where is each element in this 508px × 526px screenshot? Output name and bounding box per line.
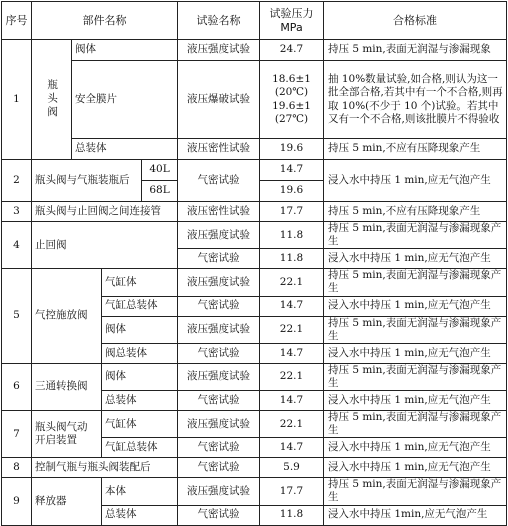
pass-standard: 浸入水中持压 1 min,应无气泡产生	[324, 458, 507, 478]
pass-standard: 浸入水中持压 1 min,应无气泡产生	[324, 391, 507, 411]
test-pressure: 22.1	[260, 411, 324, 438]
part-name: 气缸总装体	[102, 296, 178, 316]
row-number: 6	[2, 363, 32, 410]
table-row	[2, 40, 507, 61]
pass-standard: 浸入水中持压 1 min,应无气泡产生	[324, 296, 507, 316]
pass-standard: 持压 5 min,表面无润湿与渗漏现象产生	[324, 363, 507, 390]
part-name: 瓶头阀与止回阀之间连接管	[32, 202, 178, 222]
part-name: 阀体	[72, 40, 178, 61]
test-pressure: 14.7	[260, 160, 324, 181]
test-pressure: 11.8	[260, 222, 324, 249]
pass-standard: 抽 10%数量试验,如合格,则认为这一批全部合格,若其中有一个不合格,则再取 10%(不少于 10 个)试验。若其中又有一个不合格,则该批膜片不得验收	[324, 61, 507, 139]
row-number: 8	[2, 458, 32, 478]
table-row	[2, 139, 507, 160]
table-row	[2, 411, 507, 438]
row-number: 7	[2, 411, 32, 458]
part-name: 瓶头阀与气瓶装瓶后	[32, 160, 142, 202]
pass-standard: 持压 5 min,不应有压降现象产生	[324, 139, 507, 160]
test-name: 液压密性试验	[178, 139, 260, 160]
test-pressure-table	[1, 1, 507, 526]
part-name: 止回阀	[32, 222, 178, 269]
table-row	[2, 478, 507, 505]
row-number: 4	[2, 222, 32, 269]
part-name: 本体	[102, 478, 178, 505]
row-number: 2	[2, 160, 32, 202]
sub-spec: 40L	[142, 160, 178, 181]
part-name: 安全膜片	[72, 61, 178, 139]
header-pressure: 试验压力 MPa	[260, 2, 324, 40]
test-pressure: 22.1	[260, 316, 324, 343]
group-label: 三通转换阀	[32, 363, 102, 410]
test-name: 气密试验	[178, 391, 260, 411]
pass-standard: 持压 5 min,表面无润湿与渗漏现象产生	[324, 222, 507, 249]
test-pressure: 11.8	[260, 249, 324, 269]
part-name: 气缸体	[102, 411, 178, 438]
test-pressure: 5.9	[260, 458, 324, 478]
group-label: 气控施放阀	[32, 269, 102, 364]
part-name: 气缸总装体	[102, 438, 178, 458]
test-pressure: 19.6	[260, 181, 324, 202]
part-name: 总装体	[102, 391, 178, 411]
sub-spec: 68L	[142, 181, 178, 202]
test-pressure: 17.7	[260, 478, 324, 505]
test-name: 气密试验	[178, 438, 260, 458]
test-name: 液压爆破试验	[178, 61, 260, 139]
test-pressure: 11.8	[260, 505, 324, 525]
test-name: 液压强度试验	[178, 316, 260, 343]
row-number: 1	[2, 40, 32, 160]
test-name: 气密试验	[178, 249, 260, 269]
part-name: 控制气瓶与瓶头阀装配后	[32, 458, 178, 478]
header-test: 试验名称	[178, 2, 260, 40]
test-pressure: 18.6±1 (20℃) 19.6±1 (27℃)	[260, 61, 324, 139]
part-name: 总装体	[72, 139, 178, 160]
test-name: 气密试验	[178, 343, 260, 363]
table-row	[2, 363, 507, 390]
test-name: 液压强度试验	[178, 478, 260, 505]
pass-standard: 持压 5 min,表面无润湿与渗漏现象产生	[324, 411, 507, 438]
group-label: 瓶头阀	[32, 40, 72, 160]
pass-standard: 浸入水中持压 1min,应无气泡产生	[324, 505, 507, 525]
test-name: 液压密性试验	[178, 202, 260, 222]
test-pressure: 24.7	[260, 40, 324, 61]
test-pressure: 22.1	[260, 363, 324, 390]
pass-standard: 持压 5 min,表面无润湿与渗漏现象产生	[324, 269, 507, 296]
test-pressure: 14.7	[260, 296, 324, 316]
test-name: 液压强度试验	[178, 363, 260, 390]
header-part: 部件名称	[32, 2, 178, 40]
test-name: 液压强度试验	[178, 40, 260, 61]
table-row	[2, 458, 507, 478]
header-row	[2, 2, 507, 40]
pass-standard: 浸入水中持压 1 min,应无气泡产生	[324, 249, 507, 269]
test-pressure: 22.1	[260, 269, 324, 296]
row-number: 3	[2, 202, 32, 222]
part-name: 阀体	[102, 363, 178, 390]
pass-standard: 持压 5 min,不应有压降现象产生	[324, 202, 507, 222]
test-pressure: 14.7	[260, 391, 324, 411]
part-name: 总装体	[102, 505, 178, 525]
pass-standard: 浸入水中持压 1 min,应无气泡产生	[324, 343, 507, 363]
group-label: 释放器	[32, 478, 102, 525]
test-name: 气密试验	[178, 160, 260, 202]
test-pressure: 14.7	[260, 438, 324, 458]
pass-standard: 浸入水中持压 1 min,应无气泡产生	[324, 160, 507, 202]
header-no: 序号	[2, 2, 32, 40]
row-number: 5	[2, 269, 32, 364]
part-name: 气缸体	[102, 269, 178, 296]
group-label: 瓶头阀气动 开启装置	[32, 411, 102, 458]
table-row	[2, 222, 507, 249]
table-row	[2, 202, 507, 222]
test-name: 液压强度试验	[178, 269, 260, 296]
test-name: 液压强度试验	[178, 411, 260, 438]
test-pressure: 19.6	[260, 139, 324, 160]
part-name: 阀总装体	[102, 343, 178, 363]
test-name: 气密试验	[178, 296, 260, 316]
pass-standard: 浸入水中持压 1 min,应无气泡产生	[324, 438, 507, 458]
pass-standard: 持压 5 min,表面无润湿与渗漏现象产生	[324, 478, 507, 505]
table-row	[2, 160, 507, 181]
pass-standard: 持压 5 min,表面无润湿与渗漏现象	[324, 40, 507, 61]
test-name: 气密试验	[178, 505, 260, 525]
test-name: 液压强度试验	[178, 222, 260, 249]
test-pressure: 17.7	[260, 202, 324, 222]
part-name: 阀体	[102, 316, 178, 343]
table-row	[2, 61, 507, 139]
header-standard: 合格标准	[324, 2, 507, 40]
test-name: 气密试验	[178, 458, 260, 478]
row-number: 9	[2, 478, 32, 525]
test-pressure: 14.7	[260, 343, 324, 363]
table-row	[2, 269, 507, 296]
pass-standard: 持压 5 min,表面无润湿与渗漏现象产生	[324, 316, 507, 343]
